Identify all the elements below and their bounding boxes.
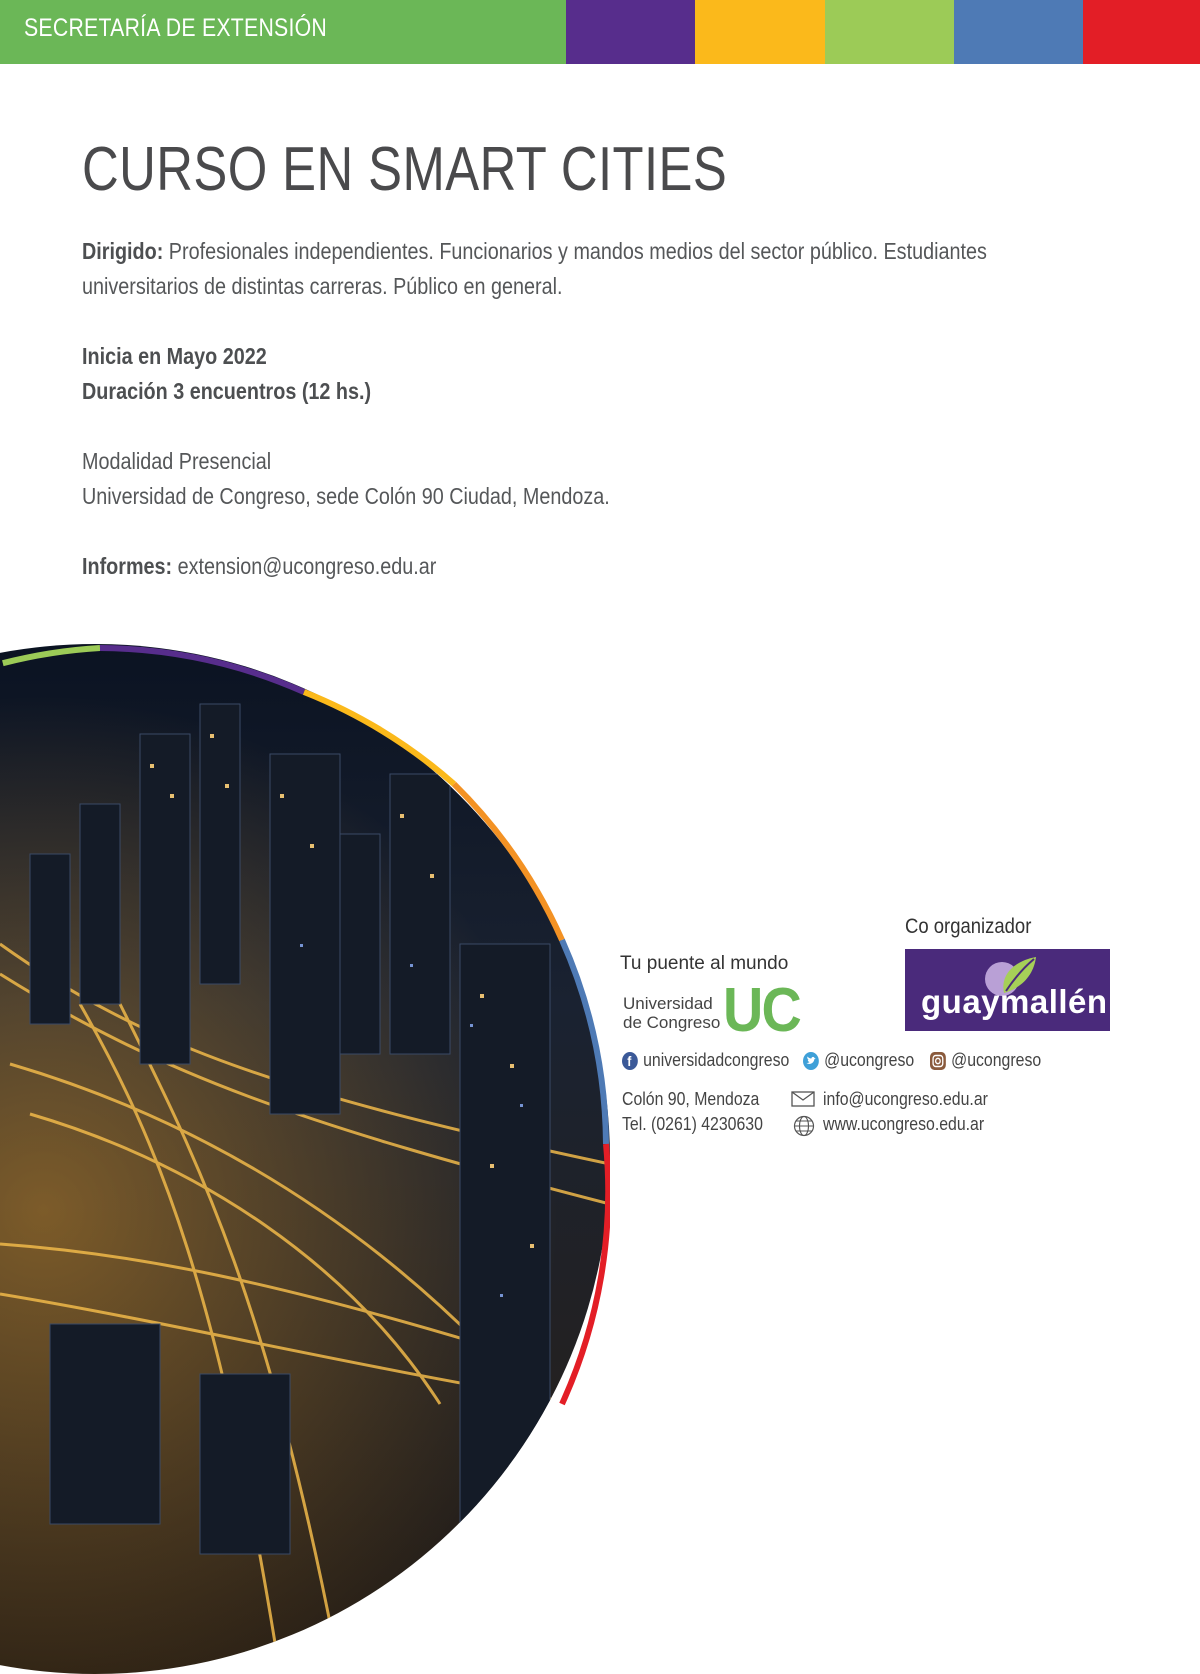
header-green-segment xyxy=(0,0,566,64)
twitter-handle: @ucongreso xyxy=(824,1050,915,1070)
audience-line2: universitarios de distintas carreras. Público en general. xyxy=(82,273,563,299)
department-title: SECRETARÍA DE EXTENSIÓN xyxy=(24,14,328,42)
twitter-link[interactable] xyxy=(803,1050,914,1071)
phone: Tel. (0261) 4230630 xyxy=(622,1114,763,1134)
tagline: Tu puente al mundo xyxy=(620,953,789,974)
globe-icon xyxy=(793,1115,815,1137)
header-lightgreen-segment xyxy=(825,0,954,64)
header-blue-segment xyxy=(954,0,1083,64)
location: Universidad de Congreso, sede Colón 90 Ciudad, Mendoza. xyxy=(82,483,610,509)
mail-icon xyxy=(791,1091,815,1107)
duration: Duración 3 encuentros (12 hs.) xyxy=(82,378,372,404)
instagram-link[interactable] xyxy=(930,1050,1041,1071)
ring-green xyxy=(3,648,100,663)
ring-blue xyxy=(562,940,606,1144)
guaymallen-logo xyxy=(905,949,1110,1031)
university-line1: Universidad xyxy=(623,994,713,1013)
photo-color-ring xyxy=(0,644,610,1674)
facebook-icon: f xyxy=(622,1052,638,1070)
uc-logo: UC xyxy=(723,976,801,1045)
university-line2: de Congreso xyxy=(623,1013,721,1032)
info-block xyxy=(82,549,436,584)
header-yellow-segment xyxy=(695,0,825,64)
twitter-icon xyxy=(803,1052,819,1070)
audience-line1: Profesionales independientes. Funcionarios y mandos medios del sector público. Estudiantes xyxy=(163,238,987,264)
university-name xyxy=(623,994,720,1032)
ring-orange xyxy=(454,784,562,940)
audience-label: Dirigido: xyxy=(82,238,164,264)
facebook-link[interactable] xyxy=(622,1050,789,1071)
guaymallen-logo-text: guaymallén xyxy=(921,983,1108,1020)
info-email[interactable]: extension@ucongreso.edu.ar xyxy=(172,553,437,579)
ring-yellow xyxy=(304,692,454,784)
ring-red xyxy=(562,1144,608,1404)
co-organizer-label: Co organizador xyxy=(905,915,1032,938)
modality: Modalidad Presencial xyxy=(82,448,272,474)
address: Colón 90, Mendoza xyxy=(622,1089,760,1109)
course-title: CURSO EN SMART CITIES xyxy=(82,135,728,204)
modality-block xyxy=(82,444,610,514)
schedule-block xyxy=(82,339,371,409)
info-label: Informes: xyxy=(82,553,173,579)
instagram-handle: @ucongreso xyxy=(951,1050,1042,1070)
contact-email[interactable]: info@ucongreso.edu.ar xyxy=(823,1089,988,1109)
website[interactable]: www.ucongreso.edu.ar xyxy=(823,1114,985,1134)
header-bar xyxy=(0,0,1200,64)
ring-purple xyxy=(100,648,304,692)
header-red-segment xyxy=(1083,0,1200,64)
header-purple-segment xyxy=(566,0,695,64)
instagram-icon xyxy=(930,1052,946,1070)
audience-paragraph xyxy=(82,234,987,304)
facebook-handle: universidadcongreso xyxy=(643,1050,790,1070)
start-date: Inicia en Mayo 2022 xyxy=(82,343,267,369)
